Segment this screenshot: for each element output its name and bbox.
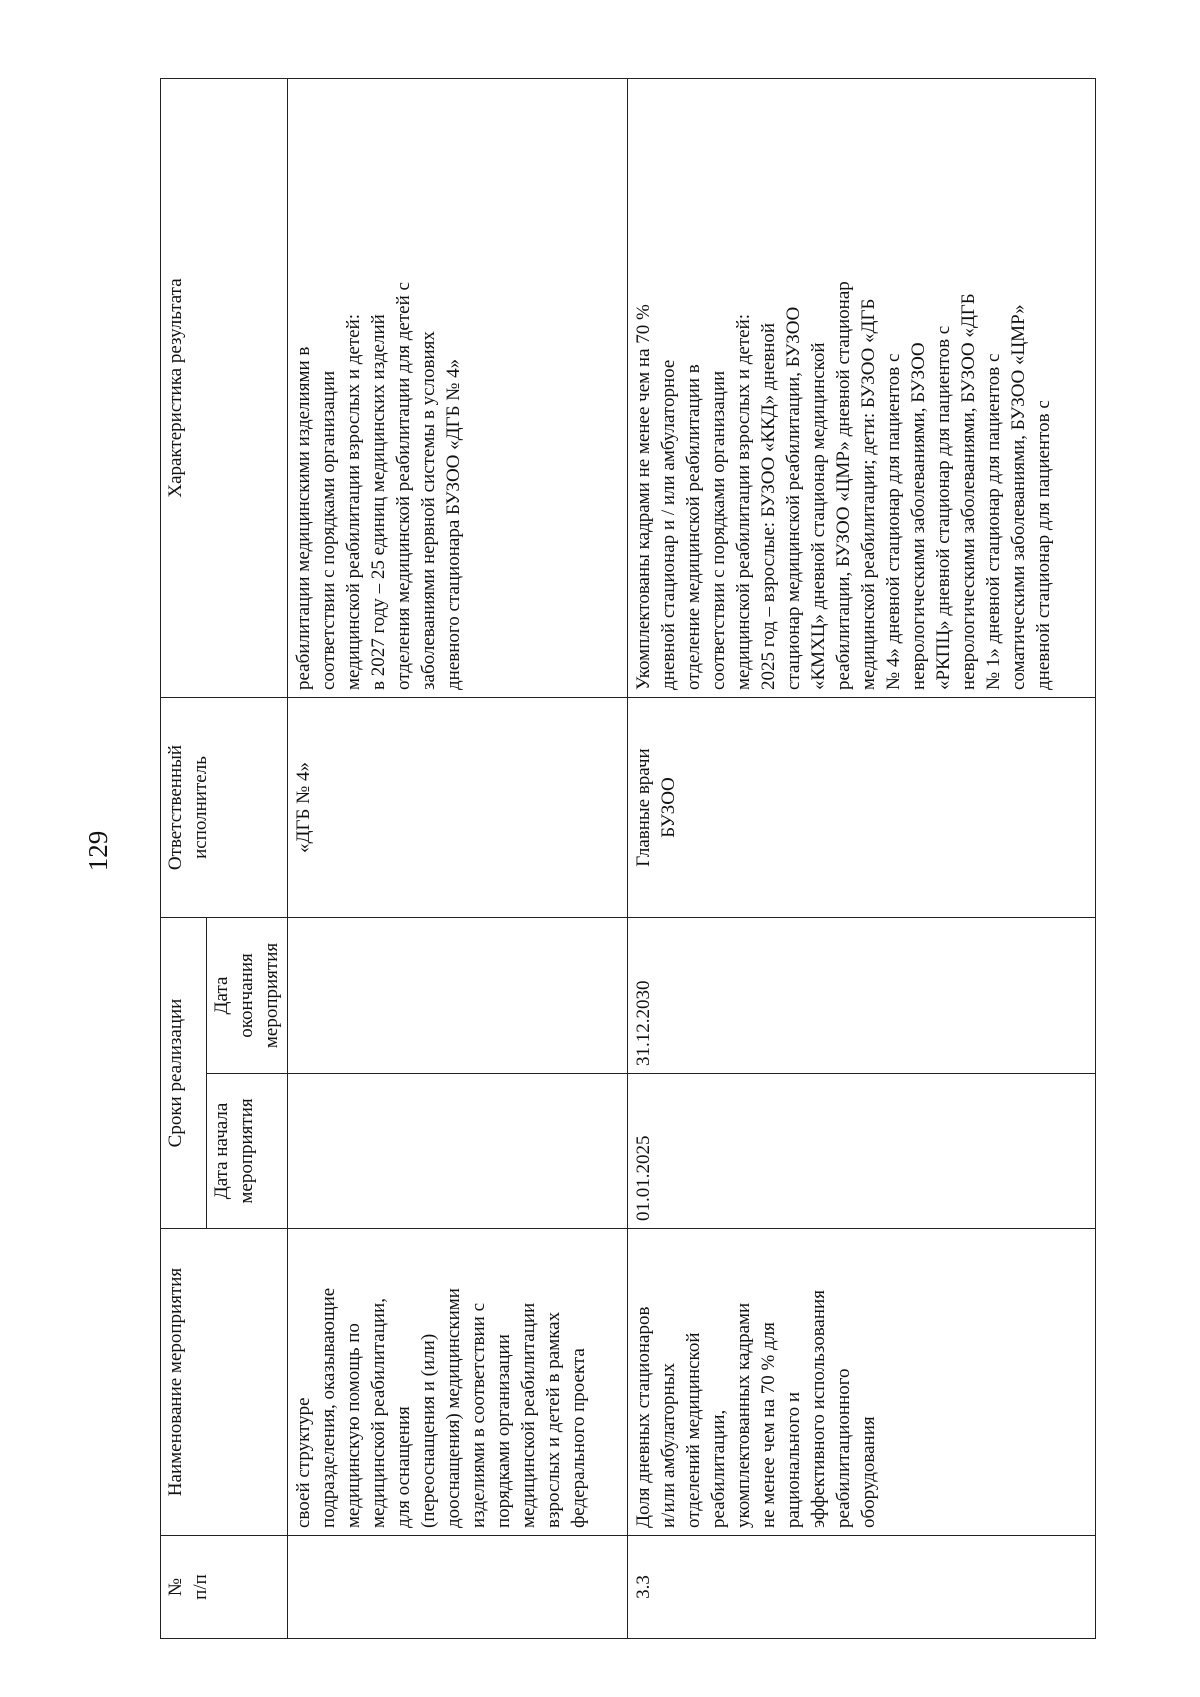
cell-name: своей структуре подразделения, оказывающие медицинскую помощь по медицинской реабилитации, для оснащения (переоснащения и (или) дооснащения) медицинскими изделиями в соответствии с порядками организации медицинской реабилитации взрослых и детей в рамках федерального проекта <box>288 1229 628 1536</box>
cell-num: 3.3 <box>628 1536 1096 1639</box>
header-result: Характеристика результата <box>161 79 288 698</box>
cell-num <box>288 1536 628 1639</box>
header-dates-group: Сроки реализации <box>161 918 207 1229</box>
cell-name: Доля дневных стационаров и/или амбулаторных отделений медицинской реабилитации, укомплектованных кадрами не менее чем на 70 % для рационального и эффективного использования реабилитационного оборудования <box>628 1229 1096 1536</box>
page-number: 129 <box>83 830 113 872</box>
cell-end-date: 31.12.2030 <box>628 918 1096 1074</box>
rotated-table-container <box>160 79 1080 1639</box>
cell-result: Укомплектованы кадрами не менее чем на 70 % дневной стационар и / или амбулаторное отделение медицинской реабилитации в соответствии с порядками организации медицинской реабилитации взрослых и детей: 2025 год – взрослые: БУЗОО «ККД» дневной стационар медицинской реабилитации, БУЗОО «КМХЦ» дневной стационар медицинской реабилитации, БУЗОО «ЦМР» дневной стационар медицинской реабилитации; дети: БУЗОО «ДГБ № 4» дневной стационар для пациентов с неврологическими заболеваниями, БУЗОО «РКПЦ» дневной стационар для пациентов с неврологическими заболеваниями, БУЗОО «ДГБ № 1» дневной стационар для пациентов с соматическими заболеваниями, БУЗОО «ЦМР» дневной стационар для пациентов с <box>628 79 1096 698</box>
header-name: Наименование мероприятия <box>161 1229 288 1536</box>
activities-table <box>160 78 1096 1639</box>
rotated-table-frame <box>160 79 1080 1639</box>
cell-start-date: 01.01.2025 <box>628 1074 1096 1229</box>
cell-responsible: Главные врачи БУЗОО <box>628 698 1096 918</box>
cell-responsible: «ДГБ № 4» <box>288 698 628 918</box>
cell-end-date <box>288 918 628 1074</box>
table-header-row <box>161 79 207 1639</box>
header-end-date: Дата окончания мероприятия <box>207 918 288 1074</box>
cell-start-date <box>288 1074 628 1229</box>
header-num: № п/п <box>161 1536 288 1639</box>
header-responsible: Ответственный исполнитель <box>161 698 288 918</box>
table-row <box>628 79 1096 1639</box>
cell-result: реабилитации медицинскими изделиями в соответствии с порядками организации медицинской реабилитации взрослых и детей: в 2027 году – 25 единиц медицинских изделий отделения медицинской реабилитации для детей с заболеваниями нервной системы в условиях дневного стационара БУЗОО «ДГБ № 4» <box>288 79 628 698</box>
table-row <box>288 79 628 1639</box>
header-start-date: Дата начала мероприятия <box>207 1074 288 1229</box>
